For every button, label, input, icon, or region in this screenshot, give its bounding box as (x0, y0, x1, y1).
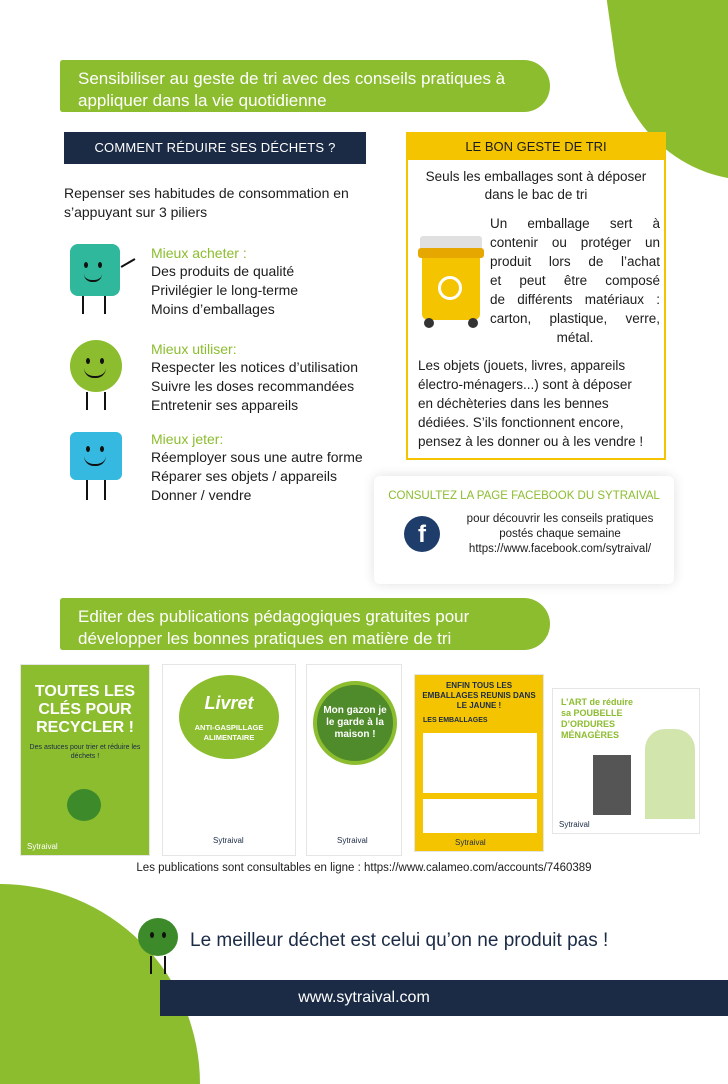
slogan-mascot (130, 914, 190, 978)
objects-line: en déchèteries dans les bennes (418, 396, 609, 411)
publication-brand: Sytraival (337, 836, 368, 845)
footer-bar (160, 980, 728, 1016)
intro-band-line1: Sensibiliser au geste de tri avec des conseils pratiques à (78, 69, 506, 88)
publication-brand: Sytraival (559, 820, 590, 829)
packaging-line: Un emballage sert à (490, 216, 660, 231)
facebook-line2: postés chaque semaine (499, 528, 621, 540)
publication-subtitle: ANTI-GASPILLAGE ALIMENTAIRE (194, 723, 264, 742)
publication-title: L’ART de réduire sa POUBELLE D’ORDURES MÉNAGÈRES (561, 697, 634, 740)
publication-subtitle: Des astuces pour trier et réduire les déchets ! (29, 744, 141, 760)
publication-cover-packaging[interactable] (414, 674, 544, 852)
intro-band (60, 60, 550, 112)
pillar-throw (151, 430, 391, 505)
mascot-throw (64, 428, 144, 508)
publication-brand: Sytraival (27, 842, 58, 851)
objects-text (418, 356, 658, 451)
facebook-link[interactable]: https://www.facebook.com/sytraival/ (468, 543, 652, 555)
sorting-intro-line2: dans le bac de tri (484, 187, 588, 202)
facebook-card (374, 476, 674, 584)
pillar-use (151, 340, 391, 415)
publication-brand: Sytraival (455, 838, 486, 847)
packaging-line: de différents matériaux : (490, 292, 660, 307)
mascot-illustration (67, 789, 101, 821)
pillar-use-title: Mieux utiliser: (151, 341, 237, 357)
pillar-use-line: Respecter les notices d’utilisation (151, 359, 358, 375)
objects-line: pensez à les donner ou à les vendre ! (418, 434, 644, 449)
publications-band-line2: développer les bonnes pratiques en matière de tri (78, 629, 452, 648)
objects-line: électro-ménagers...) sont à déposer (418, 377, 632, 392)
pillar-throw-line: Réemployer sous une autre forme (151, 449, 363, 465)
publication-title: ENFIN TOUS LES EMBALLAGES REUNIS DANS LE JAUNE ! (422, 681, 536, 710)
sorting-box (406, 132, 666, 460)
facebook-title: CONSULTEZ LA PAGE FACEBOOK DU SYTRAIVAL (388, 490, 660, 502)
reduce-intro (64, 184, 384, 222)
pillar-throw-line: Donner / vendre (151, 487, 252, 503)
publication-title: Livret (204, 693, 254, 713)
publications-band-line1: Editer des publications pédagogiques gratuites pour (78, 607, 470, 626)
publication-cover-lawn[interactable] (306, 664, 402, 856)
reduce-intro-line2: s’appuyant sur 3 piliers (64, 204, 208, 220)
yellow-bin-illustration (416, 232, 486, 328)
pillar-buy-line: Des produits de qualité (151, 263, 295, 279)
mascot-buy (64, 240, 144, 320)
sorting-intro (408, 168, 664, 204)
pillar-buy-title: Mieux acheter : (151, 245, 247, 261)
sorting-box-title: LE BON GESTE DE TRI (408, 134, 664, 160)
packaging-line: et peut être composé (490, 273, 660, 288)
publication-title: Mon gazon je le garde à la maison ! (323, 705, 387, 740)
packaging-line: produit lors de l’achat (490, 254, 660, 269)
publications-link[interactable]: Les publications sont consultables en ligne : https://www.calameo.com/accounts/7460389 (136, 862, 592, 874)
objects-line: dédiées. S’ils fonctionnent encore, (418, 415, 624, 430)
pillar-use-line: Suivre les doses recommandées (151, 378, 355, 394)
pillar-buy-line: Moins d’emballages (151, 301, 275, 317)
publications-band (60, 598, 550, 650)
publication-title: TOUTES LES CLÉS POUR RECYCLER ! (34, 683, 136, 736)
packaging-line: contenir ou protéger un (490, 235, 660, 250)
packaging-line: métal. (556, 330, 594, 345)
facebook-text (450, 512, 670, 557)
sorting-intro-line1: Seuls les emballages sont à déposer (425, 169, 647, 184)
pillar-throw-line: Réparer ses objets / appareils (151, 468, 337, 484)
objects-line: Les objets (jouets, livres, appareils (418, 358, 626, 373)
pillar-buy (151, 244, 391, 319)
publication-cover-art-reduce[interactable] (552, 688, 700, 834)
pillar-use-line: Entretenir ses appareils (151, 397, 299, 413)
packaging-line: carton, plastique, verre, (490, 311, 660, 326)
pillar-throw-title: Mieux jeter: (151, 431, 224, 447)
publication-cover-anti-waste[interactable] (162, 664, 296, 856)
reduce-section-title: COMMENT RÉDUIRE SES DÉCHETS ? (64, 132, 366, 164)
publication-subtitle: LES EMBALLAGES (423, 717, 488, 724)
publication-brand: Sytraival (213, 836, 244, 845)
pillar-buy-line: Privilégier le long-terme (151, 282, 299, 298)
facebook-icon-letter: f (418, 521, 426, 548)
reduce-intro-line1: Repenser ses habitudes de consommation en (64, 185, 349, 201)
packaging-text (490, 214, 660, 347)
footer-url[interactable]: www.sytraival.com (298, 989, 430, 1006)
intro-band-line2: appliquer dans la vie quotidienne (78, 91, 327, 110)
slogan: Le meilleur déchet est celui qu’on ne produit pas ! (190, 930, 609, 951)
facebook-line1: pour découvrir les conseils pratiques (466, 513, 654, 525)
mascot-use (66, 336, 146, 416)
facebook-icon[interactable] (404, 516, 440, 552)
publication-cover-recycling-keys[interactable] (20, 664, 150, 856)
